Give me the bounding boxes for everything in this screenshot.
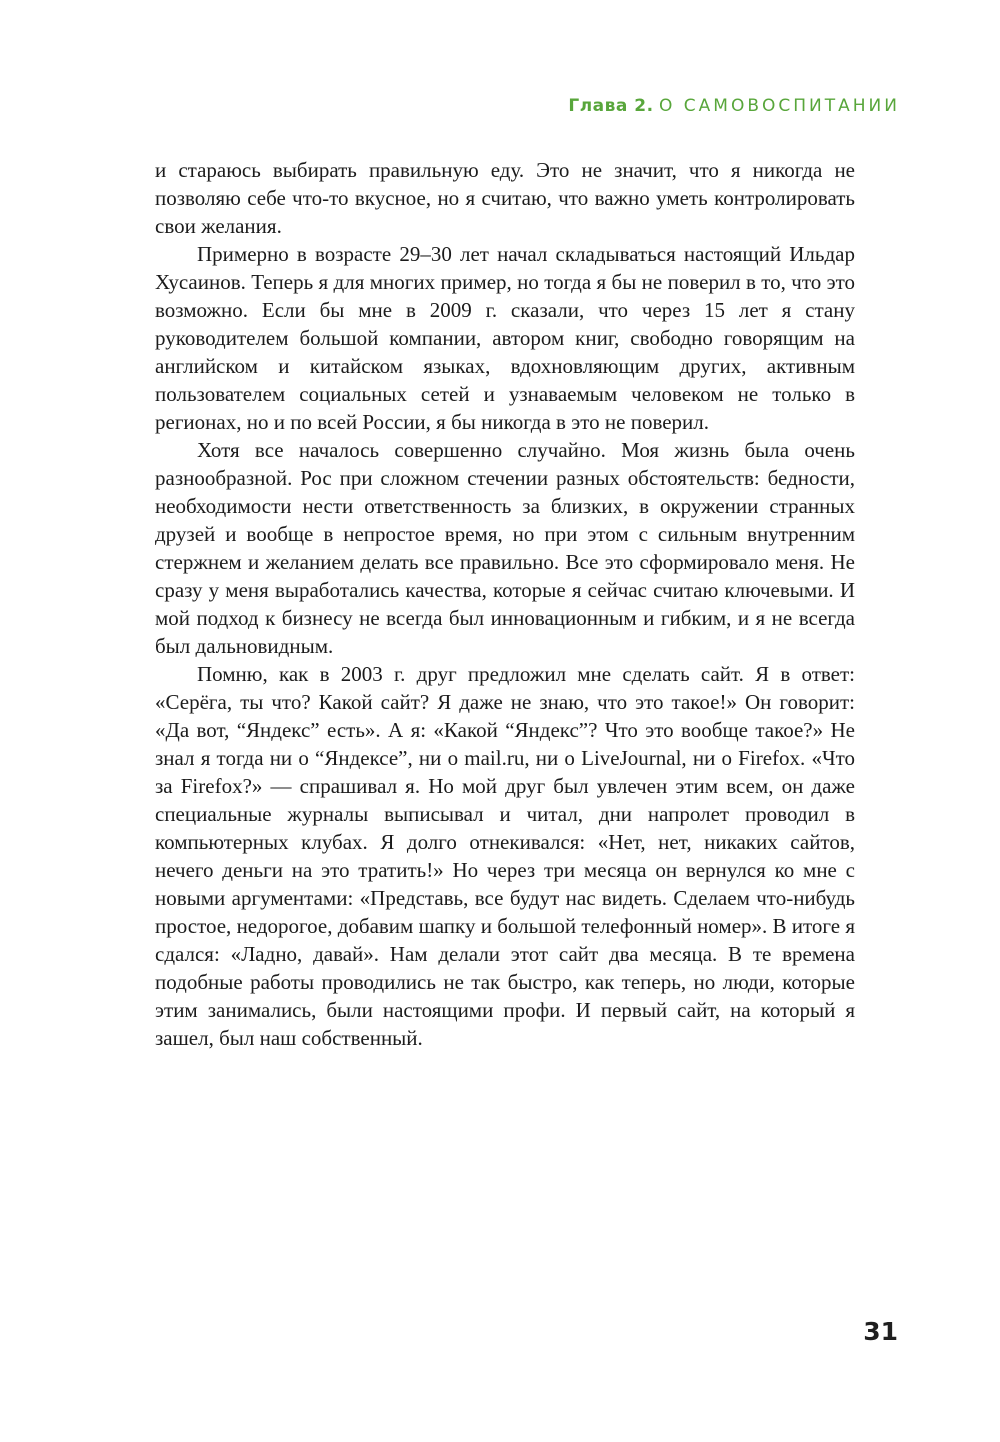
chapter-label: Глава 2 xyxy=(568,96,647,116)
paragraph: Помню, как в 2003 г. друг предложил мне сделать сайт. Я в ответ: «Серёга, ты что? Какой сайт? Я даже не знаю, что это такое!» Он говорит: «Да вот, “Яндекс” есть». А я: «Какой “Яндекс”? Что это вообще такое?» Не знал я тогда ни о “Яндексе”, ни о mail.ru, ни о LiveJournal, ни о Firefox. «Что за Firefox?» — спрашивал я. Но мой друг был увлечен этим всем, он даже специальные журналы выписывал и читал, дни напролет проводил в компьютерных клубах. Я долго отнекивался: «Нет, нет, никаких сайтов, нечего деньги на это тратить!» Но через три месяца он вернулся ко мне с новыми аргументами: «Представь, все будут нас видеть. Сделаем что-нибудь простое, недорогое, добавим шапку и большой телефонный номер». В итоге я сдался: «Ладно, давай». Нам делали этот сайт два месяца. В те времена подобные работы проводились не так быстро, как теперь, но люди, которые этим занимались, были настоящими профи. И первый сайт, на который я зашел, был наш собственный. xyxy=(155,662,855,1050)
chapter-separator: . xyxy=(646,96,660,116)
paragraph-continuation: и стараюсь выбирать правильную еду. Это не значит, что я никогда не позволяю себе что-то вкусное, но я считаю, что важно уметь контролировать свои желания. xyxy=(155,158,855,238)
running-head xyxy=(155,96,900,116)
body-text xyxy=(155,156,855,1052)
paragraph: Хотя все началось совершенно случайно. Моя жизнь была очень разнообразной. Рос при сложном стечении разных обстоятельств: бедности, необходимости нести ответственность за близких, в окружении странных друзей и вообще в непростое время, но при этом с сильным внутренним стержнем и желанием делать все правильно. Все это сформировало меня. Не сразу у меня выработались качества, которые я сейчас считаю ключевыми. И мой подход к бизнесу не всегда был инновационным и гибким, и я не всегда был дальновидным. xyxy=(155,438,855,658)
chapter-title: О САМОВОСПИТАНИИ xyxy=(659,96,900,116)
paragraph: Примерно в возрасте 29–30 лет начал складываться настоящий Ильдар Хусаинов. Теперь я для многих пример, но тогда я бы не поверил в то, что это возможно. Если бы мне в 2009 г. сказали, что через 15 лет я стану руководителем большой компании, автором книг, свободно говорящим на английском и китайском языках, вдохновляющим других, активным пользователем социальных сетей и узнаваемым человеком не только в регионах, но и по всей России, я бы никогда в это не поверил. xyxy=(155,242,855,434)
page-number: 31 xyxy=(863,1317,898,1346)
